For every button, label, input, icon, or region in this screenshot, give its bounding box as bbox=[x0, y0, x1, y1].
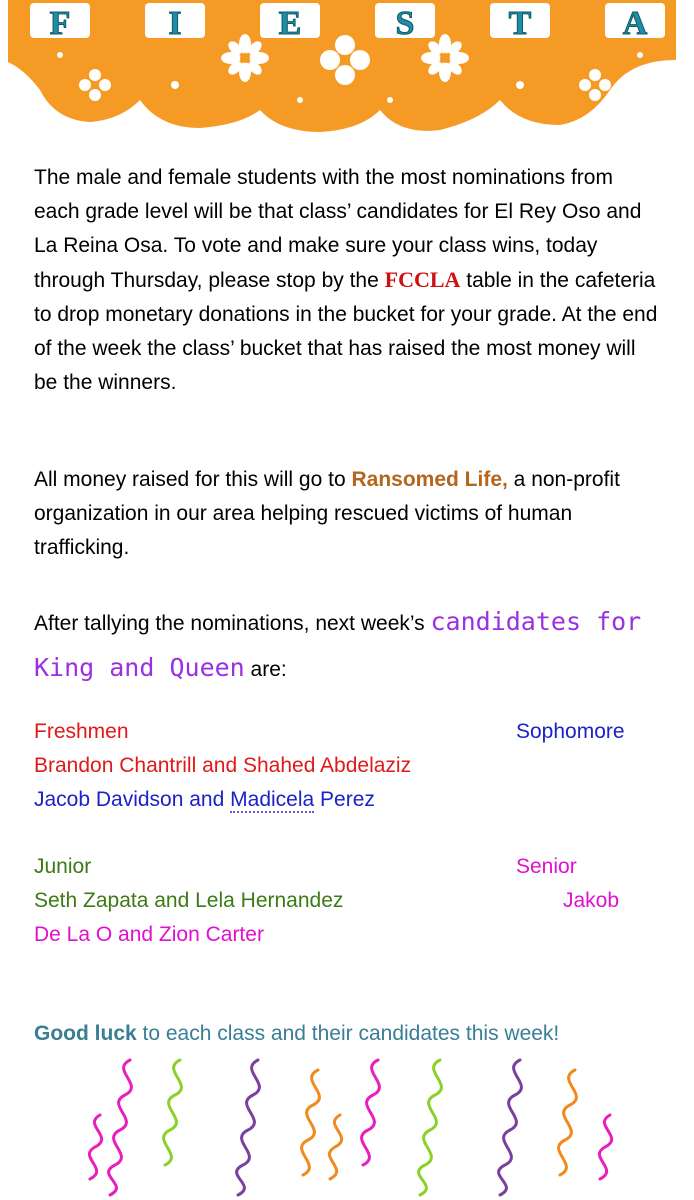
freshmen-label: Freshmen bbox=[34, 720, 129, 743]
sophomore-names bbox=[34, 783, 375, 817]
confetti-streamers bbox=[0, 1055, 694, 1200]
streamer-orange bbox=[329, 1115, 341, 1179]
intro-text-after: table in the cafeteria to drop monetary donations in the bucket for your grade. At the end of the week the class’ bucket that has raised the most money will be the winners. bbox=[34, 269, 658, 394]
banner-letter: S bbox=[395, 5, 415, 42]
junior-label: Junior bbox=[34, 855, 92, 878]
donation-text-after: a non-profit organization in our area helping rescued victims of human trafficking. bbox=[34, 468, 620, 559]
fccla-highlight: FCCLA bbox=[384, 267, 461, 292]
streamer-orange bbox=[302, 1070, 320, 1175]
banner-letter: T bbox=[508, 5, 532, 42]
sophomore-names-part: Madicela bbox=[230, 788, 315, 811]
sophomore-label: Sophomore bbox=[516, 720, 625, 743]
senior-label: Senior bbox=[516, 855, 577, 878]
streamer-magenta bbox=[109, 1060, 132, 1195]
donation-paragraph bbox=[34, 463, 664, 565]
candidates-highlight: candidates for King and Queen bbox=[34, 607, 642, 682]
ransomed-life-highlight: Ransomed Life, bbox=[351, 468, 508, 491]
intro-text-before: The male and female students with the most nominations from each grade level will be that class’ candidates for El Rey Oso and La Reina Osa. To vote and make sure your class wins, today through Thursday, please stop by the bbox=[34, 166, 642, 292]
banner-letter: I bbox=[168, 5, 182, 42]
closing-rest: to each class and their candidates this week! bbox=[136, 1022, 560, 1045]
closing-line bbox=[34, 1017, 674, 1051]
intro-paragraph bbox=[34, 161, 664, 400]
streamer-green bbox=[419, 1060, 442, 1195]
streamer-purple bbox=[237, 1060, 260, 1195]
junior-names: Seth Zapata and Lela Hernandez bbox=[34, 889, 344, 912]
fiesta-banner bbox=[0, 0, 694, 140]
banner-letter: A bbox=[622, 5, 648, 42]
streamer-purple bbox=[499, 1060, 522, 1195]
streamer-magenta bbox=[89, 1115, 101, 1179]
donation-text-before: All money raised for this will go to bbox=[34, 468, 352, 491]
tally-text-after: are: bbox=[244, 658, 287, 681]
senior-names-first: Jakob bbox=[563, 889, 620, 912]
freshmen-names: Brandon Chantrill and Shahed Abdelaziz bbox=[34, 754, 412, 777]
streamer-green bbox=[164, 1060, 182, 1165]
sophomore-names-part: Perez bbox=[314, 788, 375, 811]
streamer-magenta bbox=[599, 1115, 611, 1179]
banner-letter: F bbox=[49, 5, 71, 42]
tally-text-before: After tallying the nominations, next week’s bbox=[34, 612, 431, 635]
good-luck-bold: Good luck bbox=[34, 1022, 137, 1045]
sophomore-names-part: Jacob Davidson and bbox=[34, 788, 231, 811]
tally-paragraph bbox=[34, 600, 664, 692]
streamer-magenta bbox=[362, 1060, 380, 1165]
streamer-orange bbox=[559, 1070, 577, 1175]
banner-letter: E bbox=[278, 5, 302, 42]
senior-names-rest: De La O and Zion Carter bbox=[34, 923, 264, 946]
